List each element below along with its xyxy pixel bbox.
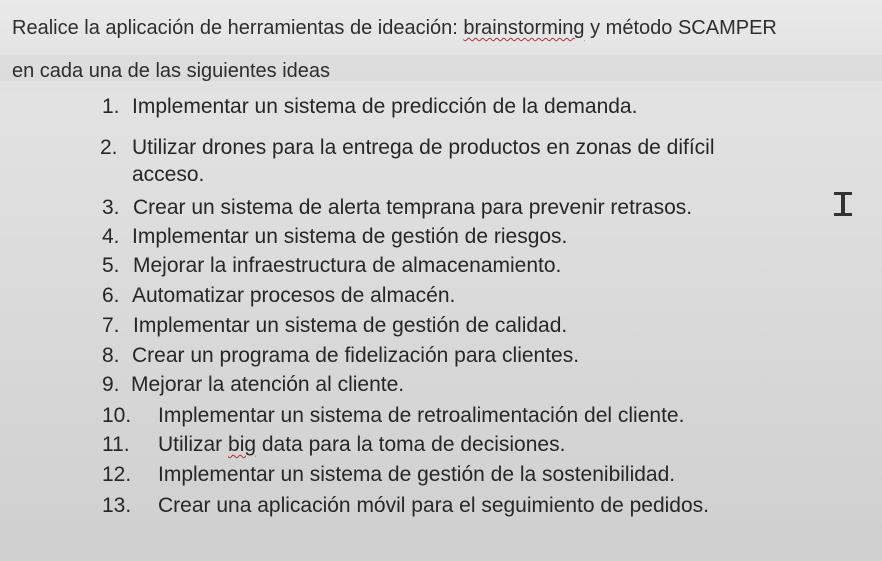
list-item bbox=[102, 254, 561, 278]
list-item bbox=[102, 196, 692, 220]
item-number: 5. bbox=[102, 254, 120, 277]
list-item bbox=[102, 95, 637, 119]
item-number: 13. bbox=[102, 494, 132, 517]
list-item bbox=[102, 373, 404, 397]
list-item bbox=[102, 225, 567, 249]
item-text-part: data para la toma de decisiones. bbox=[256, 433, 566, 456]
item-text: Implementar un sistema de predicción de la demanda. bbox=[132, 95, 638, 118]
list-item bbox=[100, 136, 715, 160]
item-text: Utilizar drones para la entrega de productos en zonas de difícil bbox=[132, 136, 715, 159]
item-text: Implementar un sistema de gestión de calidad. bbox=[133, 314, 568, 337]
item-text: Mejorar la atención al cliente. bbox=[131, 373, 405, 396]
list-item bbox=[102, 433, 565, 457]
item-text: Mejorar la infraestructura de almacenamiento. bbox=[133, 254, 562, 277]
item-number: 12. bbox=[102, 463, 132, 486]
item-text: Crear un sistema de alerta temprana para prevenir retrasos. bbox=[133, 196, 693, 219]
item-text: Crear una aplicación móvil para el seguimiento de pedidos. bbox=[158, 494, 709, 517]
item-number: 2. bbox=[100, 136, 118, 159]
item-number: 4. bbox=[102, 225, 120, 248]
item-text: Implementar un sistema de retroalimentación del cliente. bbox=[158, 404, 685, 427]
instruction-text: Realice la aplicación de herramientas de ideación: bbox=[12, 17, 464, 39]
spellcheck-word[interactable]: brainstorming bbox=[463, 17, 585, 39]
item-text: Implementar un sistema de gestión de la sostenibilidad. bbox=[158, 463, 676, 486]
item-text: Automatizar procesos de almacén. bbox=[132, 284, 456, 307]
list-item bbox=[102, 284, 455, 308]
item-number: 1. bbox=[102, 95, 120, 118]
list-item bbox=[102, 463, 675, 487]
list-item bbox=[132, 163, 204, 187]
list-item bbox=[102, 314, 567, 338]
item-text: Crear un programa de fidelización para clientes. bbox=[132, 344, 580, 367]
item-number: 8. bbox=[102, 344, 120, 367]
i-beam-cursor-icon bbox=[832, 191, 854, 217]
list-item bbox=[102, 404, 684, 428]
item-number: 7. bbox=[102, 314, 120, 337]
item-text: Implementar un sistema de gestión de riesgos. bbox=[132, 225, 568, 248]
item-number: 9. bbox=[102, 373, 120, 396]
instruction-text: y método SCAMPER bbox=[584, 17, 777, 39]
list-item bbox=[102, 494, 709, 518]
item-text bbox=[158, 433, 565, 457]
spellcheck-word[interactable]: big bbox=[228, 433, 257, 456]
item-number: 10. bbox=[102, 404, 132, 427]
item-number: 3. bbox=[102, 196, 120, 219]
item-number: 6. bbox=[102, 284, 120, 307]
item-text: acceso. bbox=[132, 163, 205, 186]
item-number: 11. bbox=[102, 433, 130, 456]
list-item bbox=[102, 344, 579, 368]
instruction-line-2: en cada una de las siguientes ideas bbox=[12, 60, 331, 82]
item-text-part: Utilizar bbox=[158, 433, 229, 456]
